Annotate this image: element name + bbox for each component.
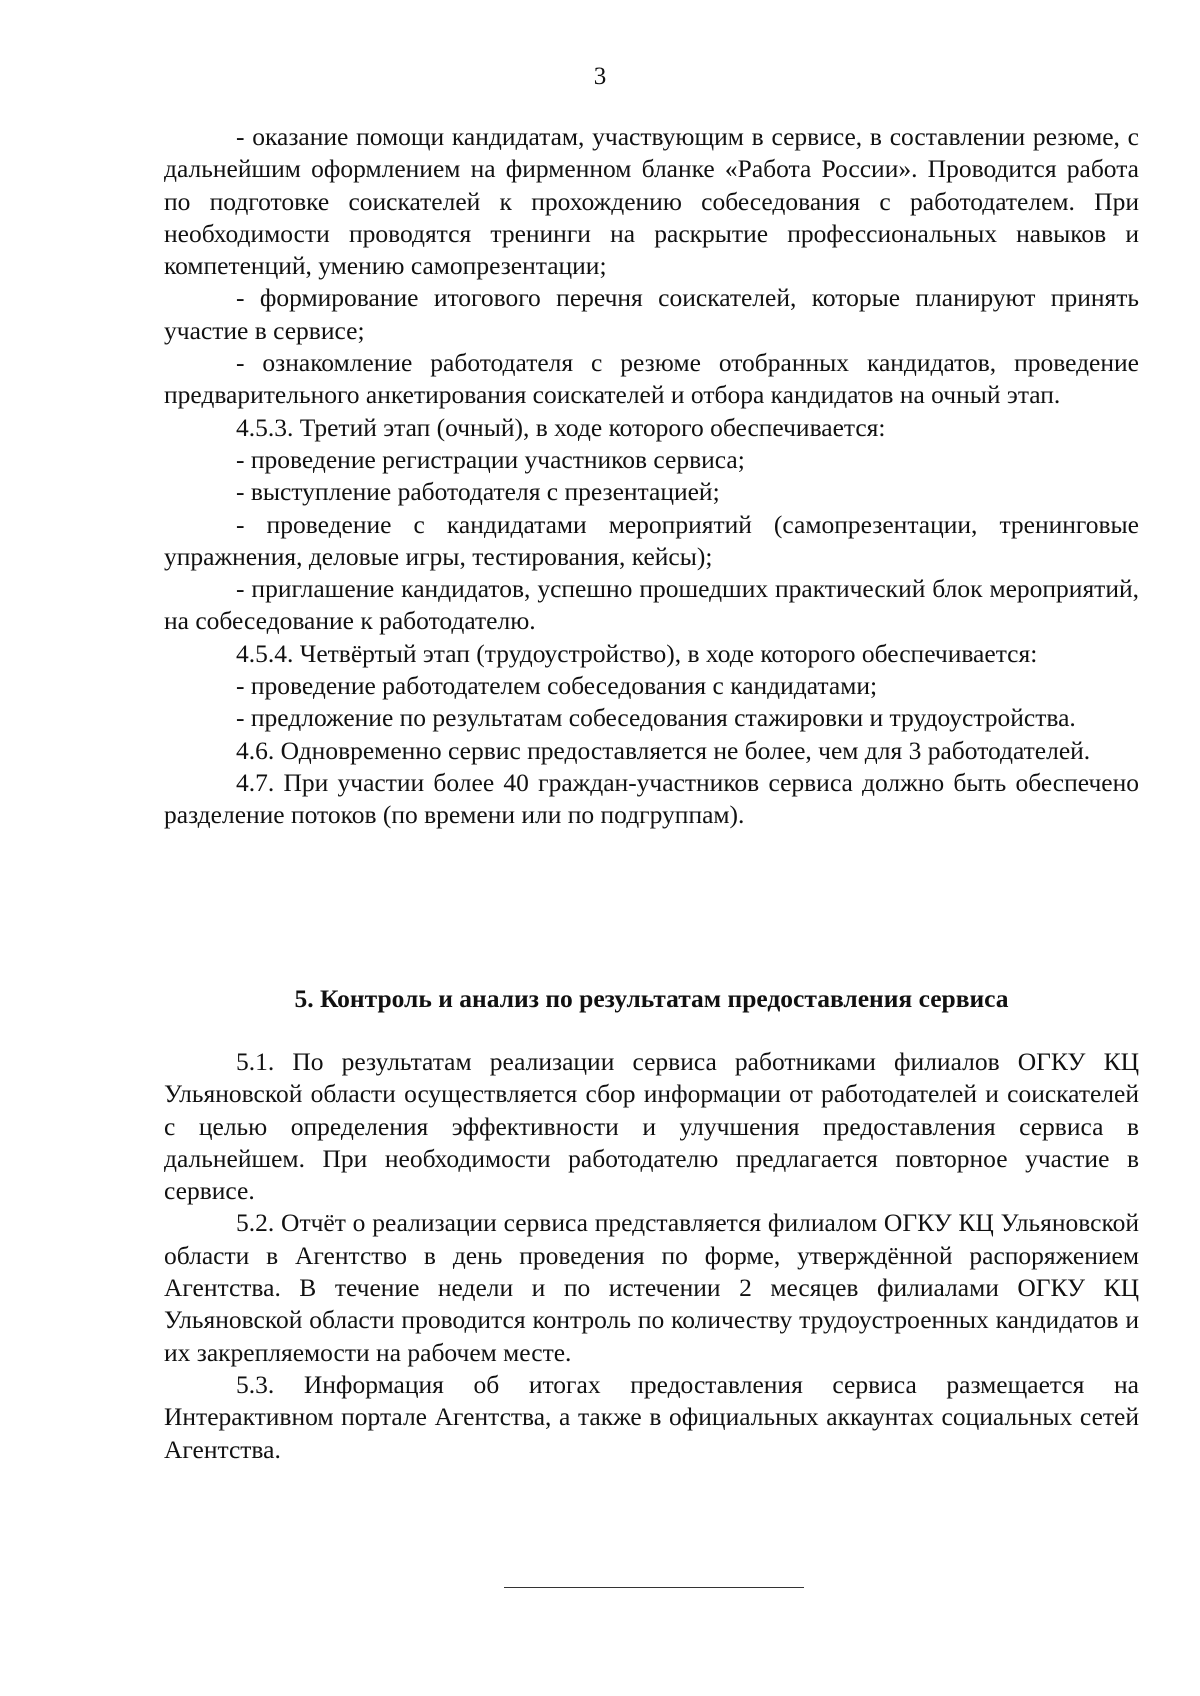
- paragraph: - формирование итогового перечня соискателей, которые планируют принять участие в сервисе;: [164, 283, 1139, 345]
- paragraph: - проведение с кандидатами мероприятий (самопрезентации, тренинговые упражнения, деловые игры, тестирования, кейсы);: [164, 509, 1139, 571]
- paragraph: 5.2. Отчёт о реализации сервиса представляется филиалом ОГКУ КЦ Ульяновской области в Агентство в день проведения по форме, утверждённой распоряжением Агентства. В течение недели и по истечении 2 месяцев филиалами ОГКУ КЦ Ульяновской области проводится контроль по количеству трудоустроенных кандидатов и их закрепляемости на рабочем месте.: [164, 1208, 1139, 1367]
- paragraph: 4.7. При участии более 40 граждан-участников сервиса должно быть обеспечено разделение потоков (по времени или по подгруппам).: [164, 767, 1139, 830]
- paragraph: - приглашение кандидатов, успешно прошедших практический блок мероприятий, на собеседование к работодателю.: [164, 574, 1139, 636]
- body-text-before-heading: [164, 121, 1139, 832]
- paragraph: 4.5.3. Третий этап (очный), в ходе которого обеспечивается:: [236, 412, 886, 442]
- paragraph: - оказание помощи кандидатам, участвующим в сервисе, в составлении резюме, с дальнейшим оформлением на фирменном бланке «Работа России». Проводится работа по подготовке соискателей к прохождению собеседования с работодателем. При необходимости проводятся тренинги на раскрытие профессиональных навыков и компетенций, умению самопрезентации;: [164, 122, 1139, 281]
- paragraph: - проведение работодателем собеседования с кандидатами;: [236, 671, 878, 701]
- paragraph: - выступление работодателя с презентацией;: [236, 477, 720, 507]
- paragraph: - проведение регистрации участников сервиса;: [236, 444, 745, 474]
- paragraph: 5.3. Информация об итогах предоставления сервиса размещается на Интерактивном портале Агентства, а также в официальных аккаунтах социальных сетей Агентства.: [164, 1369, 1139, 1464]
- end-of-document-rule: [504, 1587, 804, 1588]
- paragraph: - предложение по результатам собеседования стажировки и трудоустройства.: [236, 703, 1076, 733]
- section-heading: 5. Контроль и анализ по результатам предоставления сервиса: [294, 984, 1009, 1013]
- page-number: 3: [593, 63, 607, 90]
- paragraph: - ознакомление работодателя с резюме отобранных кандидатов, проведение предварительного анкетирования соискателей и отбора кандидатов на очный этап.: [164, 348, 1139, 410]
- paragraph: 4.5.4. Четвёртый этап (трудоустройство), в ходе которого обеспечивается:: [236, 638, 1038, 668]
- body-text-after-heading: [164, 1046, 1139, 1466]
- paragraph: 5.1. По результатам реализации сервиса работниками филиалов ОГКУ КЦ Ульяновской области осуществляется сбор информации от работодателей и соискателей с целью определения эффективности и улучшения предоставления сервиса в дальнейшем. При необходимости работодателю предлагается повторное участие в сервисе.: [164, 1047, 1139, 1206]
- paragraph: 4.6. Одновременно сервис предоставляется не более, чем для 3 работодателей.: [236, 735, 1091, 765]
